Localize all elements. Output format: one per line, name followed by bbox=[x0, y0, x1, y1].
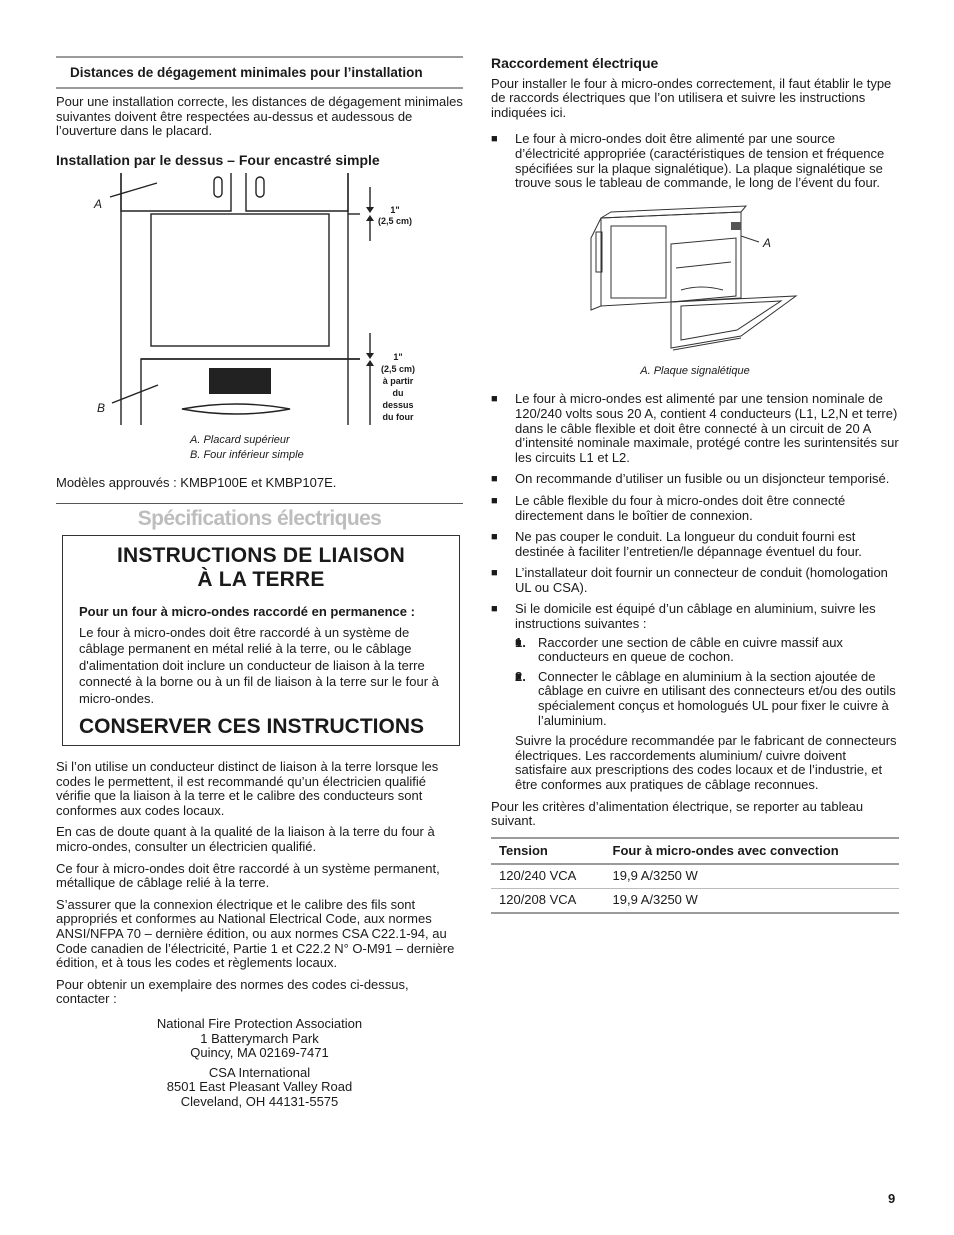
leader-a bbox=[110, 183, 157, 197]
caption-a: A. Placard supérieur bbox=[190, 434, 290, 447]
dim-top-label bbox=[378, 205, 412, 227]
table-header-oven: Four à micro-ondes avec convection bbox=[605, 838, 899, 865]
address-line: 1 Batterymarch Park bbox=[200, 1030, 319, 1046]
upper-cabinet-door-right bbox=[246, 173, 348, 211]
right-column bbox=[491, 56, 899, 914]
paragraph: Pour obtenir un exemplaire des normes des codes ci-dessus, contacter : bbox=[56, 976, 409, 1007]
table-cell: 120/240 VCA bbox=[491, 864, 605, 888]
section-rule-bottom bbox=[56, 87, 463, 89]
spec-title: Spécifications électriques bbox=[137, 506, 382, 530]
oven-turntable bbox=[681, 287, 723, 290]
rating-plate bbox=[731, 222, 741, 230]
arrowhead-bottom-1 bbox=[366, 353, 374, 359]
upper-cabinet-handle-left bbox=[214, 177, 222, 197]
paragraph: En cas de doute quant à la qualité de la liaison à la terre du four à micro-ondes, consulter un électricien qualifié. bbox=[56, 824, 435, 855]
oven-control-panel bbox=[209, 368, 271, 394]
list-item: ■ On recommande d’utiliser un fusible ou un disjoncteur temporisé. bbox=[491, 472, 899, 487]
oven-door-window bbox=[681, 301, 781, 340]
list-item: ■ Le four à micro-ondes doit être alimenté par une source d’électricité appropriée (caractéristiques de tension et fréquence spécifiées sur la plaque signalétique). La plaque signalétique se trouve sous le tableau de commande, le long de l’évent du four. bbox=[491, 132, 899, 190]
dim-top-cm: (2,5 cm) bbox=[378, 216, 413, 227]
address-line: Cleveland, OH 44131-5575 bbox=[180, 1093, 339, 1109]
list-item: ■ L’installateur doit fournir un connecteur de conduit (homologation UL ou CSA). bbox=[491, 566, 899, 595]
list-item-text: Si le domicile est équipé d’un câblage en aluminium, suivre les instructions suivantes : bbox=[515, 601, 876, 632]
upper-cabinet-handle-right bbox=[256, 177, 264, 197]
clearance-intro: Pour une installation correcte, les distances de dégagement minimales suivantes doivent être respectées au-dessus et audessous de l’ouverture dans le placard. bbox=[56, 94, 463, 139]
box-subheading: Pour un four à micro-ondes raccordé en permanence : bbox=[79, 603, 415, 619]
table-cell: 120/208 VCA bbox=[491, 888, 605, 912]
dim-bottom-line6: du four bbox=[382, 412, 414, 423]
list-item: ■ Le four à micro-ondes est alimenté par une tension nominale de 120/240 volts sous 20 A, contient 4 conducteurs (L1, L2,N et terre) dans le câble flexible et doit être connecté à un circuit de 20 A d’intensité nominale maximale, protégé contre les surintensités sur les circuits L1 et L2. bbox=[491, 392, 899, 465]
list-item bbox=[491, 602, 899, 792]
dim-bottom-value: 1" bbox=[393, 352, 403, 363]
grounding-instructions-box bbox=[62, 535, 460, 747]
oven-illustration bbox=[491, 198, 899, 358]
address-line: 8501 East Pleasant Valley Road bbox=[166, 1079, 353, 1095]
oven-opening bbox=[151, 214, 329, 346]
approved-models: Modèles approuvés : KMBP100E et KMBP107E. bbox=[56, 475, 337, 491]
oven-body-top bbox=[601, 206, 746, 218]
diagram-label-b: B bbox=[97, 401, 106, 416]
rating-plate-caption: A. Plaque signalétique bbox=[640, 364, 750, 377]
dim-bottom-cm: (2,5 cm) bbox=[380, 364, 415, 375]
nfpa-address bbox=[56, 1017, 463, 1061]
dim-bottom-line5: dessus bbox=[382, 400, 414, 411]
step-number: ■ 2. bbox=[515, 668, 526, 684]
step-item bbox=[515, 670, 899, 728]
table-cell: 19,9 A/3250 W bbox=[605, 888, 899, 912]
address-line: National Fire Protection Association bbox=[156, 1015, 363, 1031]
oven-cavity bbox=[671, 238, 736, 302]
dim-bottom-label bbox=[380, 351, 416, 423]
step-item bbox=[515, 636, 899, 665]
page-number: 9 bbox=[888, 1191, 896, 1206]
left-paragraphs bbox=[56, 760, 463, 1007]
list-item: ■ Le câble flexible du four à micro-ondes doit être connecté directement dans le boîtier de connexion. bbox=[491, 494, 899, 523]
clearance-diagram bbox=[96, 173, 463, 433]
bullet-list bbox=[491, 392, 899, 792]
after-steps-text: Suivre la procédure recommandée par le fabricant de connecteurs électriques. Les raccordements aluminium/ cuivre doivent satisfaire aux prescriptions des codes locaux et de l’industrie, et être conformes aux pratiques de câblage reconnues. bbox=[515, 733, 897, 792]
arrowhead-bottom-2 bbox=[366, 360, 374, 366]
power-requirements-table bbox=[491, 837, 899, 914]
csa-address bbox=[56, 1066, 463, 1110]
rating-plate-leader bbox=[741, 236, 759, 242]
address-line: Quincy, MA 02169-7471 bbox=[190, 1045, 329, 1061]
table-cell: 19,9 A/3250 W bbox=[605, 864, 899, 888]
caption-b: B. Four inférieur simple bbox=[190, 449, 304, 462]
box-title-line2: À LA TERRE bbox=[197, 567, 325, 591]
paragraph: Ce four à micro-ondes doit être raccordé à un système permanent, métallique de câblage relié à la terre. bbox=[56, 860, 440, 891]
install-heading: Installation par le dessus – Four encastré simple bbox=[56, 151, 380, 168]
box-text: Le four à micro-ondes doit être raccordé à un système de câblage permanent en métal relié à la terre, ou le câblage d'alimentation doit inclure un conducteur de liaison à la terre connecté à la borne ou à un fil de liaison à la terre sur le four à micro-ondes. bbox=[79, 624, 439, 706]
spec-divider bbox=[56, 503, 463, 504]
dim-bottom-line4: du bbox=[392, 388, 404, 399]
step-text: Connecter le câblage en aluminium à la section ajoutée de câblage en cuivre en utilisant des connecteurs et/ou des outils spécialement conçus et homologués UL pour fixer le cuivre à l’aluminium. bbox=[538, 668, 896, 728]
step-text: Raccorder une section de câble en cuivre massif aux conducteurs en queue de cochon. bbox=[538, 634, 843, 665]
table-intro: Pour les critères d’alimentation électrique, se reporter au tableau suivant. bbox=[491, 798, 864, 829]
paragraph: S’assurer que la connexion électrique et le calibre des fils sont appropriés et conformes au National Electrical Code, aux normes ANSI/NFPA 70 – dernière édition, ou aux normes CSA C22.1-94, au Code canadien de l’électricité, Partie 1 et C22.2 N° O-M91 – dernière édition, et à tous les codes et règlements locaux. bbox=[56, 896, 455, 971]
oven-side-panel bbox=[611, 226, 666, 298]
table-header-row bbox=[491, 838, 899, 865]
dim-bottom-line3: à partir bbox=[382, 376, 414, 387]
table-row bbox=[491, 864, 899, 888]
oven-door-handle bbox=[182, 404, 290, 414]
address-line: CSA International bbox=[208, 1064, 311, 1080]
aluminium-steps bbox=[515, 636, 899, 729]
box-title-line1: INSTRUCTIONS DE LIAISON bbox=[116, 543, 406, 567]
diagram-label-a: A bbox=[94, 197, 103, 212]
table-row bbox=[491, 888, 899, 912]
rating-plate-label: A bbox=[763, 235, 772, 250]
paragraph: Si l’on utilise un conducteur distinct de liaison à la terre lorsque les codes le permettent, il est recommandé qu’un électricien qualifié vérifie que la liaison à la terre et le calibre des conducteurs sont conformes aux codes locaux. bbox=[56, 759, 439, 818]
list-item: ■ Ne pas couper le conduit. La longueur du conduit fourni est destinée à faciliter l’entretien/le dépannage éventuel du four. bbox=[491, 530, 899, 559]
arrowhead-top-1 bbox=[366, 207, 374, 213]
left-column bbox=[56, 56, 463, 1110]
first-bullet-list bbox=[491, 132, 899, 190]
oven-rack bbox=[676, 262, 731, 268]
box-footer: CONSERVER CES INSTRUCTIONS bbox=[79, 715, 424, 739]
table-header-voltage: Tension bbox=[491, 838, 605, 865]
arrowhead-top-2 bbox=[366, 215, 374, 221]
step-number: ■ 1. bbox=[515, 634, 526, 650]
electrical-intro: Pour installer le four à micro-ondes correctement, il faut établir le type de raccords électriques que l’on utilisera et suivre les instructions indiquées ici. bbox=[491, 75, 892, 120]
clearance-heading: Distances de dégagement minimales pour l’installation bbox=[70, 65, 423, 80]
leader-b bbox=[112, 385, 158, 403]
electrical-connection-heading: Raccordement électrique bbox=[491, 55, 659, 71]
dim-top-value: 1" bbox=[390, 205, 400, 216]
oven-rating-plate-figure bbox=[491, 198, 899, 358]
